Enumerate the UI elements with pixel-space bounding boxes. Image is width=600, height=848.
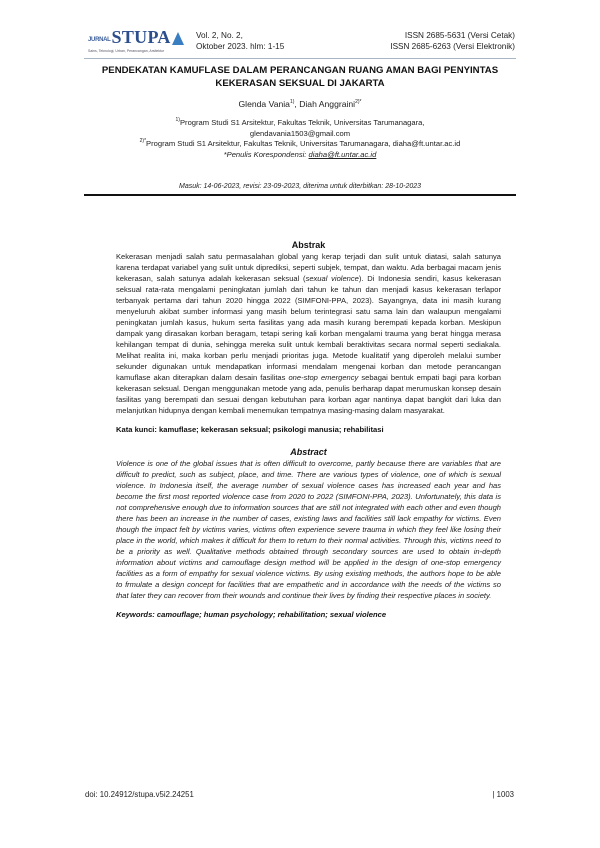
logo-big-text: STUPA (111, 27, 171, 47)
page-number: | 1003 (492, 790, 514, 799)
author-2: Diah Anggraini (299, 99, 356, 109)
affil-1-email[interactable]: glendavania1503@gmail.com (249, 128, 351, 138)
affil-2-sup: 2)* (139, 138, 147, 145)
author-separator: , (294, 99, 300, 109)
volume-line: Vol. 2, No. 2, (196, 31, 243, 40)
kata-kunci: Kata kunci: kamuflase; kekerasan seksual; psikologi manusia; rehabilitasi (116, 425, 384, 434)
abstrak-heading: Abstrak (291, 240, 326, 250)
issue-date-line: Oktober 2023. hlm: 1-15 (196, 41, 285, 51)
issn-print: ISSN 2685-5631 (Versi Cetak) (404, 31, 515, 40)
journal-header (88, 28, 515, 56)
affil-2: Program Studi S1 Arsitektur, Fakultas Teknik, Universitas Tarumanagara, diaha@ft.untar.ac.id (146, 139, 461, 149)
affil-1-sup: 1) (175, 117, 180, 123)
logo-triangle-icon (172, 32, 184, 45)
header-divider (84, 58, 516, 59)
journal-logo (88, 28, 192, 56)
author-2-sup: 2)* (355, 99, 362, 105)
abstrak-italic-2: one-stop emergency (288, 373, 359, 382)
abstract-section (116, 240, 501, 620)
affiliations (84, 118, 516, 160)
issn-info (390, 31, 515, 52)
logo-small-text: JURNAL (88, 37, 111, 43)
affil-1-line-1: Program Studi S1 Arsitektur, Fakultas Teknik, Universitas Tarumanagara, (179, 118, 425, 127)
issn-electronic: ISSN 2685-6263 (Versi Elektronik) (390, 41, 515, 51)
abstrak-text-3: sebagai bentuk empati bagi para korban kekerasan seksual. Dengan menggunakan metode yang ada, penulis berharap dapat merumuskan konsep desain fasilitas yang berempati dan sesuai dengan kebutuhan para korban agar nantinya dapat bangkit dari luka dan melanjutkan hidupnya dengan kembali menemukan tempatnya masing-masing dalam masyarakat. (116, 373, 501, 415)
logo-tagline: Sains, Teknologi, Urban, Perancangan, Arsitektur (88, 49, 165, 53)
author-list (84, 99, 516, 110)
abstract-heading: Abstract (290, 447, 327, 457)
abstrak-text-2: ). Di Indonesia sendiri, kasus kekerasan seksual rata-rata mengalami peningkatan jumlah dari tahun ke tahun dan menjadi kasus kekerasan terlapor terbanyak pertama dari tahun 2020 hingga 2022 (SIMFONI-PPA, 2023). Sayangnya, data ini masih kurang menyeluruh akibat sumber informasi yang masih belum terintegrasi satu sama lain dan walaupun mengalami peningkatan jumlah kasus, hukum serta fasilitas yang ada masih kurang berempati kepada korban. Meskipun dampak yang dirasakan korban beragam, tetapi sering kali korban mengalami trauma yang berat hingga merasa kehilangan tempat di dunia, sehingga mereka sulit untuk kembali beraktivitas secara normal seperti sediakala. Melihat realita ini, maka korban perlu menjadi prioritas juga. Metode kualitatif yang diperoleh melalui sumber sekunder digunakan untuk mendapatkan informasi mendalam mengenai korban dan metode perancangan kamuflase akan diterapkan dalam desain fasilitas (116, 274, 501, 382)
title-line-1: PENDEKATAN KAMUFLASE DALAM PERANCANGAN RUANG AMAN BAGI PENYINTAS (101, 65, 499, 76)
keywords: Keywords: camouflage; human psychology; rehabilitation; sexual violence (116, 610, 387, 619)
author-1: Glenda Vania (238, 99, 290, 109)
author-1-sup: 1) (289, 99, 295, 105)
title-divider (84, 194, 516, 196)
corresponding-label: *Penulis Korespondensi: (223, 149, 309, 159)
abstract-body: Violence is one of the global issues that is often difficult to overcome, partly because there are variables that are difficult to predict, such as subject, place, and time. There are various types of violence, one of which is sexual violence. In Indonesia itself, the average number of sexual violence cases has increased each year and has become the first most reported violence case from 2020 to 2022 (SIMFONI-PPA, 2023). Unfortunately, this data is not comprehensive enough due to information sources that are still not integrated with each other and even though there has been an increase in the number of cases, existing laws and facilities still lack empathy for victims. Even though the impact felt by victims varies, victims often experience severe trauma in which they feel like losing their place in the world, which makes it difficult for them to return to their normal activities. Through this, victims need to be a priority as well. Qualitative methods obtained through secondary sources are used to obtain in-depth information about victims and camouflage design method will be applied in the design of one-stop emergency facilities as a form of empathy for sexual violence victims. By using existing methods, the authors hope to be able to frmulate a design concept for facilities that are empathetic and in accordance with the needs of the victims so that later they can recover from their wounds and continue their lives by finding their respective places in society. (116, 459, 501, 600)
abstrak-text-1: Kekerasan menjadi salah satu permasalahan global yang kerap terjadi dan sulit untuk diatasi, salah satunya karena terdapat variabel yang sulit untuk diprediksi, seperti subjek, tempat, dan waktu. Ada berbagai macam jenis kekerasan, salah satunya adalah kekerasan seksual ( (116, 252, 501, 283)
logo-wordmark (88, 28, 192, 47)
submission-dates: Masuk: 14-06-2023, revisi: 23-09-2023, diterima untuk diterbitkan: 28-10-2023 (178, 183, 422, 190)
corresponding-email-link[interactable]: diaha@ft.untar.ac.id (308, 149, 377, 159)
title-line-2: KEKERASAN SEKSUAL DI JAKARTA (215, 77, 385, 89)
doi-link[interactable]: doi: 10.24912/stupa.v5i2.24251 (85, 790, 194, 799)
abstrak-body (116, 251, 501, 416)
abstrak-italic-1: sexual violence (305, 274, 359, 283)
article-title (84, 65, 516, 91)
volume-info (196, 31, 284, 52)
